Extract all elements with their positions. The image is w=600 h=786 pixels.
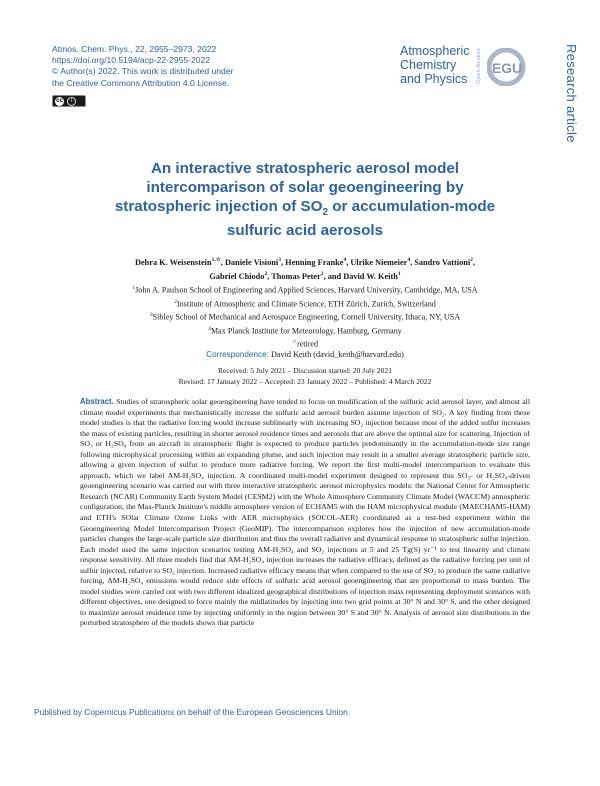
title-line1: An interactive stratospheric aerosol model	[150, 160, 460, 177]
affiliation: ☆retired	[291, 339, 319, 350]
open-access-label: Open Access	[476, 48, 482, 84]
title-line3: stratospheric injection of $SO_2$ or accumulation-mode	[114, 197, 496, 218]
author: David W. Keith	[343, 271, 398, 281]
doi-link[interactable]: https://doi.org/10.5194/acp-22-2955-2022	[52, 55, 211, 66]
affiliation: $^4$Max Planck Institute for Meteorology, Hamburg, Germany	[208, 325, 402, 336]
egu-logo-icon	[487, 48, 527, 86]
abstract-text: Studies of stratospheric solar geoengineering have tended to focus on modification of the sulfuric acid aerosol layer, and almost all climate model experiments that mechanistically increase the sulfuric acid aerosol burden assume injection of SO₂. A key finding from these model studies is that the radiative forcing would increase sublinearly with increasing SO₂ injection because most of the added sulfur increases the mass of existing particles, resulting in shorter aerosol residence times and aerosols that are above the optimal size for scattering. Injection of SO₃ or H₂SO₄ from an aircraft in stratospheric flight is expected to produce particles predominantly in the accumulation-mode size range following microphysical processing within an expanding plume, and such injection may result in a smaller average stratospheric particle size, allowing a given injection of sulfur to produce more radiative forcing. We report the first multi-model intercomparison to evaluate this approach, which we label AM-H₂SO₄ injection. A coordinated multi-model experiment designed to represent this SO₃- or H₂SO₄-driven geoengineering scenario was carried out with three interactive stratospheric aerosol microphysics models: the National Center for Atmospheric Research (NCAR) Community Earth System Model (CESM2) with the Whole Atmosphere Community Climate Model (WACCM) atmospheric configuration, the Max-Planck Institute's middle atmosphere version of ECHAM5 with the HAM microphysical module (MAECHAM5-HAM) and ETH's SOlar Climate Ozone Links with AER microphysics (SOCOL-AER) coordinated as a test-bed experiment within the Geoengineering Model Intercomparison Project (GeoMIP). The intercomparison explores how the injection of new accumulation-mode particles changes the large-scale particle size distribution and thus the overall radiative and dynamical response to stratospheric sulfur injection. Each model used the same injection scenarios testing AM-H₂SO₄ and SO₂ injections at 5 and 25 Tg(S) yr⁻¹ to test linearity and climate response sensitivity. All three models find that AM-H₂SO₄ injection increases the radiative efficacy, defined as the radiative forcing per unit of sulfur injected, relative to SO₂ injection. Increased radiative efficacy means that when compared to the use of SO₂ to produce the same radiative forcing, AM-H₂SO₄ emissions would reduce side effects of sulfuric acid aerosol geoengineering that are proportional to mass burden. The model studies were carried out with two different idealized geographical distributions of injection mass representing deployment scenarios with different objectives, one designed to force mainly the midlatitudes by injecting into two grid points at 30° N and 30° S, and the other designed to maximize aerosol residence time by injecting uniformly in the region between 30° S and 30° N. Analysis of aerosol size distributions in the perturbed stratosphere of the models shows that particle	[80, 397, 530, 628]
cc-by-badge[interactable]	[52, 95, 86, 107]
egu-logo-text: EGU	[491, 60, 523, 76]
author: Gabriel Chiodo	[209, 271, 265, 281]
author-list: Debra K. Weisenstein$^{1,☆}$, Daniele Visioni$^3$, Henning Franke$^4$, Ulrike Niemeier$^4$, Sandro Vattioni$^2$, Gabriel Chiodo$^2$, Thomas Peter$^2$, and David W. Keith$^1$	[134, 257, 476, 281]
copyright-line: © Author(s) 2022. This work is distributed under	[52, 66, 234, 77]
author: Ulrike Niemeier	[350, 257, 408, 267]
publisher-footer: Published by Copernicus Publications on behalf of the European Geosciences Union.	[34, 707, 351, 717]
author: Sandro Vattioni	[414, 257, 471, 267]
license-link[interactable]: the Creative Commons Attribution 4.0 License.	[52, 77, 230, 88]
author: Daniele Visioni	[224, 257, 279, 267]
correspondence-label: Correspondence:	[206, 350, 269, 359]
affiliation: $^2$Institute of Atmospheric and Climate Science, ETH Zürich, Zurich, Switzerland	[174, 298, 436, 309]
correspondence-value[interactable]: David Keith (david_keith@harvard.edu)	[271, 350, 404, 359]
journal-name	[400, 44, 469, 86]
attribution-icon: i	[67, 97, 76, 106]
journal-reference: Atmos. Chem. Phys., 22, 2955–2973, 2022	[52, 44, 217, 54]
affiliation-list	[60, 283, 550, 351]
affiliation: $^1$John A. Paulson School of Engineering and Applied Sciences, Harvard University, Cambridge, MA, USA	[132, 285, 478, 295]
dates-line1: Received: 5 July 2021 – Discussion started: 20 July 2021	[217, 366, 392, 375]
citation-block	[52, 44, 233, 89]
article-dates	[60, 366, 550, 388]
journal-name-line2: Chemistry	[400, 58, 457, 72]
dates-line2: Revised: 17 January 2022 – Accepted: 23 January 2022 – Published: 4 March 2022	[178, 376, 432, 386]
author: Henning Franke	[285, 257, 344, 267]
cc-icon: cc	[56, 97, 63, 104]
affiliation: $^3$Sibley School of Mechanical and Aerospace Engineering, Cornell University, Ithaca, NY, USA	[149, 312, 461, 322]
journal-name-line1: Atmospheric	[400, 44, 470, 58]
author: Thomas Peter	[271, 271, 321, 281]
article-title	[60, 160, 550, 241]
abstract	[80, 397, 530, 629]
correspondence	[60, 350, 550, 359]
section-label: Research article	[564, 44, 579, 143]
abstract-label: Abstract.	[80, 397, 114, 406]
journal-name-line3: and Physics	[400, 72, 468, 86]
author: Debra K. Weisenstein	[134, 257, 212, 267]
title-line2: intercomparison of solar geoengineering by	[146, 178, 464, 196]
title-line4: sulfuric acid aerosols	[226, 222, 384, 240]
